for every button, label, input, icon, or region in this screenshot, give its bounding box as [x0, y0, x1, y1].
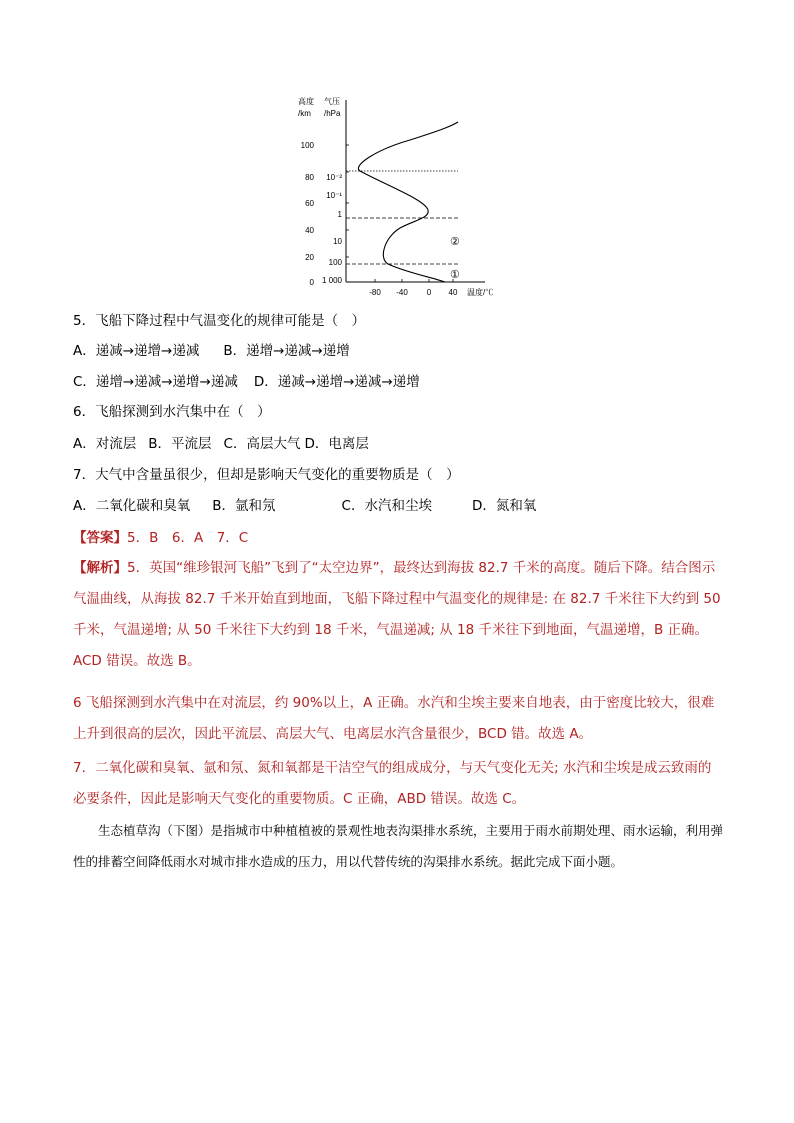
analysis-paragraph-6: 6 飞船探测到水汽集中在对流层，约 90%以上，A 正确。水汽和尘埃主要来自地表，由于密度比较大，很难上升到很高的层次，因此平流层、高层大气、电离层水汽含量很少，BCD 错。故选 A。 [73, 695, 715, 742]
question-7-option-b: B．氩和氖 [212, 498, 276, 514]
pressure-tick: 10⁻¹ [326, 191, 342, 200]
question-6-option-c: C．高层大气 [223, 436, 301, 452]
question-7-option-d: D．氮和氧 [471, 498, 537, 514]
altitude-tick: 20 [305, 253, 314, 262]
pressure-tick: 1 [337, 210, 342, 219]
pressure-tick: 1 000 [321, 276, 342, 285]
answer-tag: 【答案】 [73, 530, 127, 546]
question-7-option-c: C．水汽和尘埃 [341, 498, 432, 514]
question-5-options-row-1 [73, 341, 350, 361]
question-5-option-d: D．递减→递增→递减→递增 [253, 374, 420, 390]
question-7-stem: 7．大气中含量虽很少，但却是影响天气变化的重要物质是（ ） [73, 467, 460, 483]
temperature-tick: 40 [448, 288, 458, 297]
question-6-option-b: B．平流层 [148, 436, 212, 452]
altitude-tick: 0 [309, 278, 314, 287]
altitude-tick: 40 [305, 226, 314, 235]
pressure-tick: 10⁻² [326, 173, 342, 182]
question-7-option-a: A．二氧化碳和臭氧 [73, 498, 191, 514]
question-6-option-a: A．对流层 [73, 436, 137, 452]
altitude-tick: 60 [305, 199, 314, 208]
question-6-option-d: D．电离层 [304, 436, 369, 452]
atmosphere-temperature-figure [290, 92, 520, 302]
analysis-paragraph-7: 7．二氧化碳和臭氧、氩和氖、氮和氧都是干洁空气的组成成分，与天气变化无关; 水汽和尘埃是成云致雨的必要条件，因此是影响天气变化的重要物质。C 正确，ABD 错误。故选 C。 [73, 760, 712, 807]
altitude-axis-title-1: 高度 [298, 97, 314, 106]
answer-line [73, 528, 248, 548]
pressure-tick: 100 [328, 258, 342, 267]
question-7-options [73, 496, 536, 516]
temperature-tick: -40 [396, 288, 408, 297]
altitude-axis-title-2: /km [298, 109, 311, 118]
altitude-tick: 100 [300, 141, 314, 150]
x-axis-title: 温度/℃ [467, 288, 494, 297]
altitude-tick: 80 [305, 173, 314, 182]
question-5-option-a: A．递减→递增→递减 [73, 343, 200, 359]
pressure-tick: 10 [333, 237, 342, 246]
temperature-curve [358, 122, 458, 282]
temperature-tick: 0 [426, 288, 432, 297]
question-6-options [73, 434, 369, 454]
analysis-text-5: 5．英国“维珍银河飞船”飞到了“太空边界”，最终达到海拔 82.7 千米的高度。随后下降。结合图示气温曲线，从海拔 82.7 千米开始直到地面，飞船下降过程中气温变化的规律是: 在 82.7 千米往下大约到 50 千米，气温递增; 从 50 千米往下大约到 18 千米，气温递减; 从 18 千米往下到地面，气温递增，B 正确。ACD 错误。故选 B。 [73, 560, 721, 669]
layer-marker-1: ① [450, 269, 460, 281]
pressure-axis-title-2: /hPa [324, 109, 341, 118]
question-5-option-c: C．递增→递减→递增→递减 [73, 374, 238, 390]
question-5-options-row-2 [73, 372, 420, 392]
temperature-tick: -80 [369, 288, 381, 297]
question-6-stem: 6．飞船探测到水汽集中在（ ） [73, 404, 271, 420]
pressure-axis-title-1: 气压 [324, 97, 340, 106]
temperature-profile-svg [290, 92, 520, 302]
next-section-intro: 生态植草沟（下图）是指城市中种植植被的景观性地表沟渠排水系统，主要用于雨水前期处理、雨水运输，利用弹性的排蓄空间降低雨水对城市排水造成的压力，用以代替传统的沟渠排水系统。据此完成下面小题。 [73, 823, 724, 869]
layer-marker-2: ② [450, 236, 460, 248]
answer-text: 5．B 6．A 7．C [127, 530, 249, 546]
analysis-tag: 【解析】 [73, 560, 127, 576]
analysis-paragraph-5 [73, 553, 723, 677]
question-5-option-b: B．递增→递减→递增 [223, 343, 350, 359]
question-5-stem: 5．飞船下降过程中气温变化的规律可能是（ ） [73, 313, 366, 329]
